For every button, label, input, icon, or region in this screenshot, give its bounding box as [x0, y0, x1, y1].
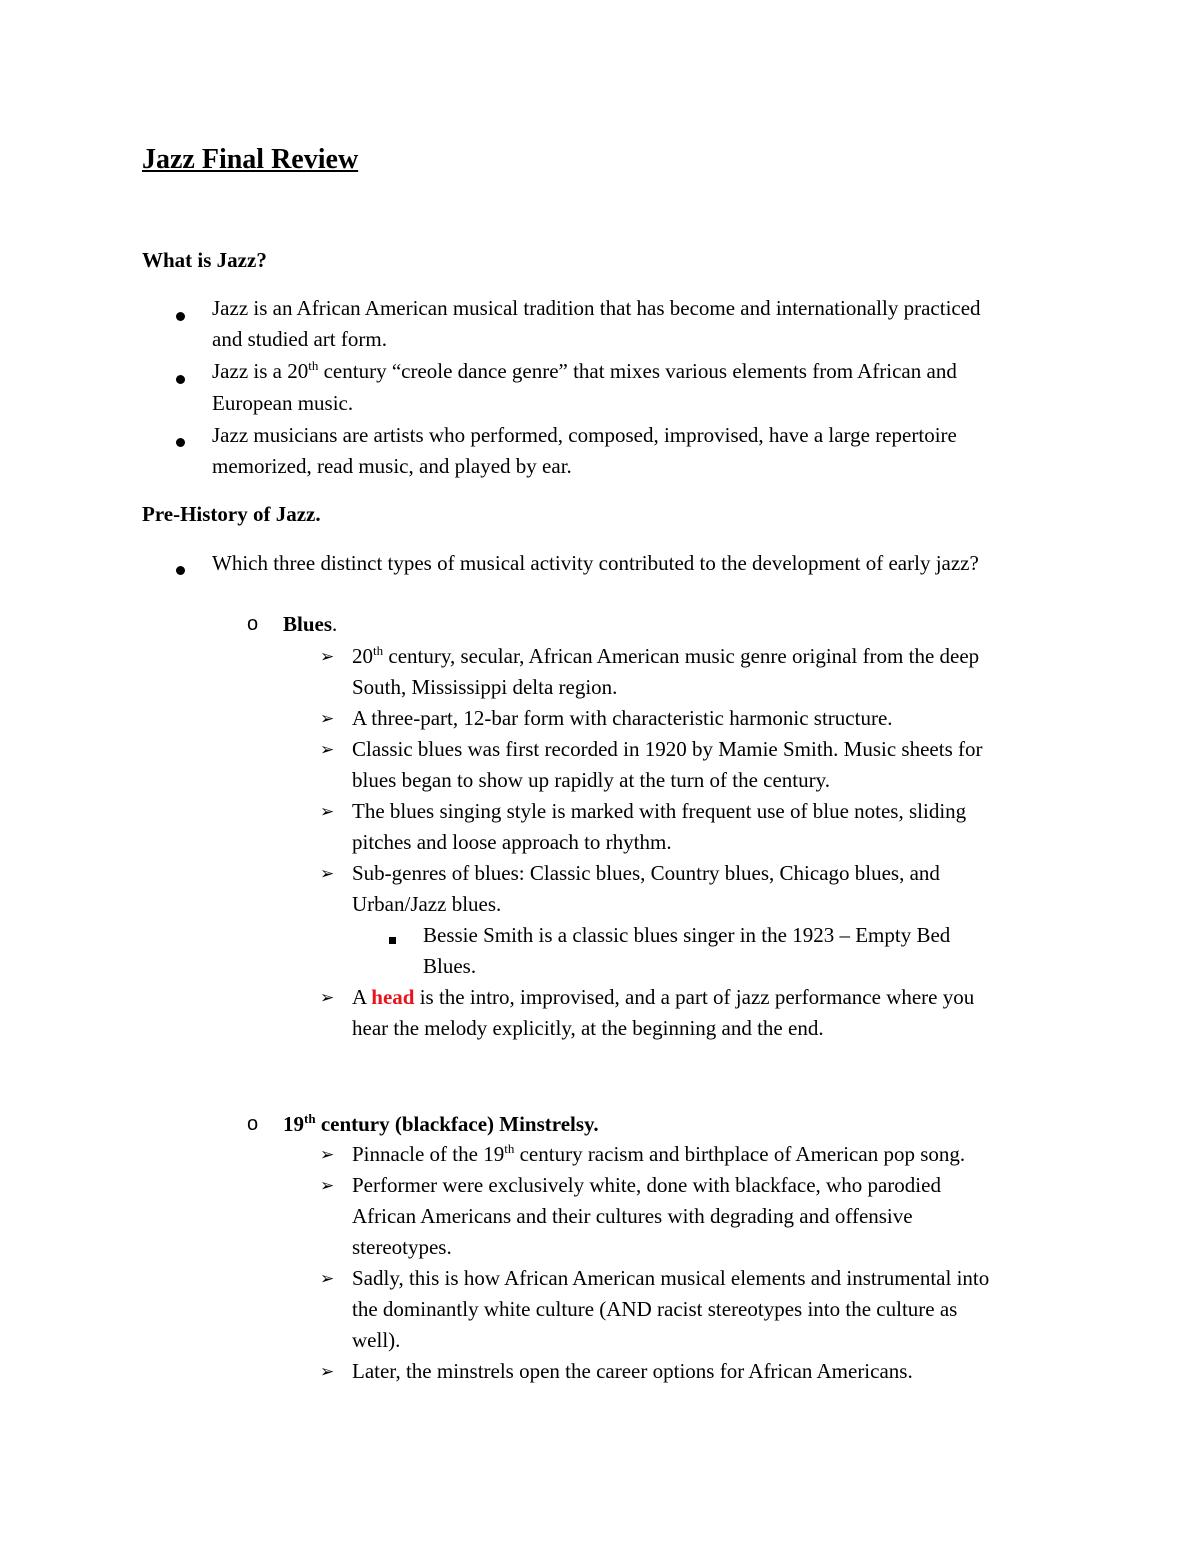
- subsection-heading-blues: Blues.: [283, 612, 338, 636]
- arrowhead-bullet-icon: ➢: [320, 1362, 335, 1382]
- minstrelsy-item-line: the dominantly white culture (AND racist stereotypes into the culture as: [352, 1297, 958, 1321]
- filled-circle-bullet-icon: [170, 362, 190, 393]
- filled-circle-bullet-icon: [170, 299, 190, 330]
- blues-item-line: A three-part, 12-bar form with characteristic harmonic structure.: [352, 706, 893, 730]
- blues-item-line: Urban/Jazz blues.: [352, 892, 502, 916]
- bullet-text-line: and studied art form.: [212, 327, 387, 351]
- hollow-o-bullet-icon: o: [247, 613, 259, 635]
- arrowhead-bullet-icon: ➢: [320, 709, 335, 729]
- blues-item-line: A head is the intro, improvised, and a part of jazz performance where you: [352, 985, 975, 1009]
- hollow-o-bullet-icon: o: [247, 1113, 259, 1135]
- arrowhead-bullet-icon: ➢: [320, 988, 335, 1008]
- minstrelsy-item-line: stereotypes.: [352, 1235, 452, 1259]
- bullet-text-line: Jazz is an African American musical tradition that has become and internationally practiced: [212, 296, 981, 320]
- arrowhead-bullet-icon: ➢: [320, 1145, 335, 1165]
- bullet-text-line: memorized, read music, and played by ear.: [212, 454, 572, 478]
- minstrelsy-item-line: Performer were exclusively white, done with blackface, who parodied: [352, 1173, 941, 1197]
- blues-item-line: Classic blues was first recorded in 1920 by Mamie Smith. Music sheets for: [352, 737, 983, 761]
- blues-item-line: South, Mississippi delta region.: [352, 675, 618, 699]
- bullet-text-line: Jazz is a 20th century “creole dance genre” that mixes various elements from African and: [212, 358, 957, 383]
- bullet-text-line: Jazz musicians are artists who performed, composed, improvised, have a large repertoire: [212, 423, 957, 447]
- square-bullet-icon: [389, 922, 396, 953]
- highlighted-term-head: head: [371, 985, 415, 1009]
- minstrelsy-item-line: Later, the minstrels open the career options for African Americans.: [352, 1359, 913, 1383]
- arrowhead-bullet-icon: ➢: [320, 864, 335, 884]
- filled-circle-bullet-icon: [170, 553, 190, 584]
- arrowhead-bullet-icon: ➢: [320, 1269, 335, 1289]
- question-text: Which three distinct types of musical activity contributed to the development of early jazz?: [212, 551, 979, 575]
- blues-item-line: 20th century, secular, African American music genre original from the deep: [352, 643, 980, 668]
- minstrelsy-item-line: Sadly, this is how African American musical elements and instrumental into: [352, 1266, 990, 1290]
- arrowhead-bullet-icon: ➢: [320, 1176, 335, 1196]
- blues-item-line: Sub-genres of blues: Classic blues, Country blues, Chicago blues, and: [352, 861, 940, 885]
- bullet-text-line: European music.: [212, 391, 354, 415]
- blues-item-line: pitches and loose approach to rhythm.: [352, 830, 672, 854]
- page-title: Jazz Final Review: [142, 144, 359, 175]
- blues-item-line: The blues singing style is marked with frequent use of blue notes, sliding: [352, 799, 967, 823]
- subsection-heading-minstrelsy: 19th century (blackface) Minstrelsy.: [283, 1111, 599, 1136]
- minstrelsy-item-line: African Americans and their cultures with degrading and offensive: [352, 1204, 913, 1228]
- arrowhead-bullet-icon: ➢: [320, 802, 335, 822]
- blues-subitem-line: Bessie Smith is a classic blues singer in the 1923 – Empty Bed: [423, 923, 951, 947]
- blues-subitem-line: Blues.: [423, 954, 477, 978]
- filled-circle-bullet-icon: [170, 425, 190, 456]
- blues-item-line: blues began to show up rapidly at the turn of the century.: [352, 768, 831, 792]
- minstrelsy-item-line: well).: [352, 1328, 401, 1352]
- section-heading-pre-history: Pre-History of Jazz.: [142, 502, 321, 526]
- minstrelsy-item-line: Pinnacle of the 19th century racism and birthplace of American pop song.: [352, 1141, 966, 1166]
- arrowhead-bullet-icon: ➢: [320, 740, 335, 760]
- section-heading-what-is-jazz: What is Jazz?: [142, 248, 267, 272]
- arrowhead-bullet-icon: ➢: [320, 647, 335, 667]
- blues-item-line: hear the melody explicitly, at the beginning and the end.: [352, 1016, 824, 1040]
